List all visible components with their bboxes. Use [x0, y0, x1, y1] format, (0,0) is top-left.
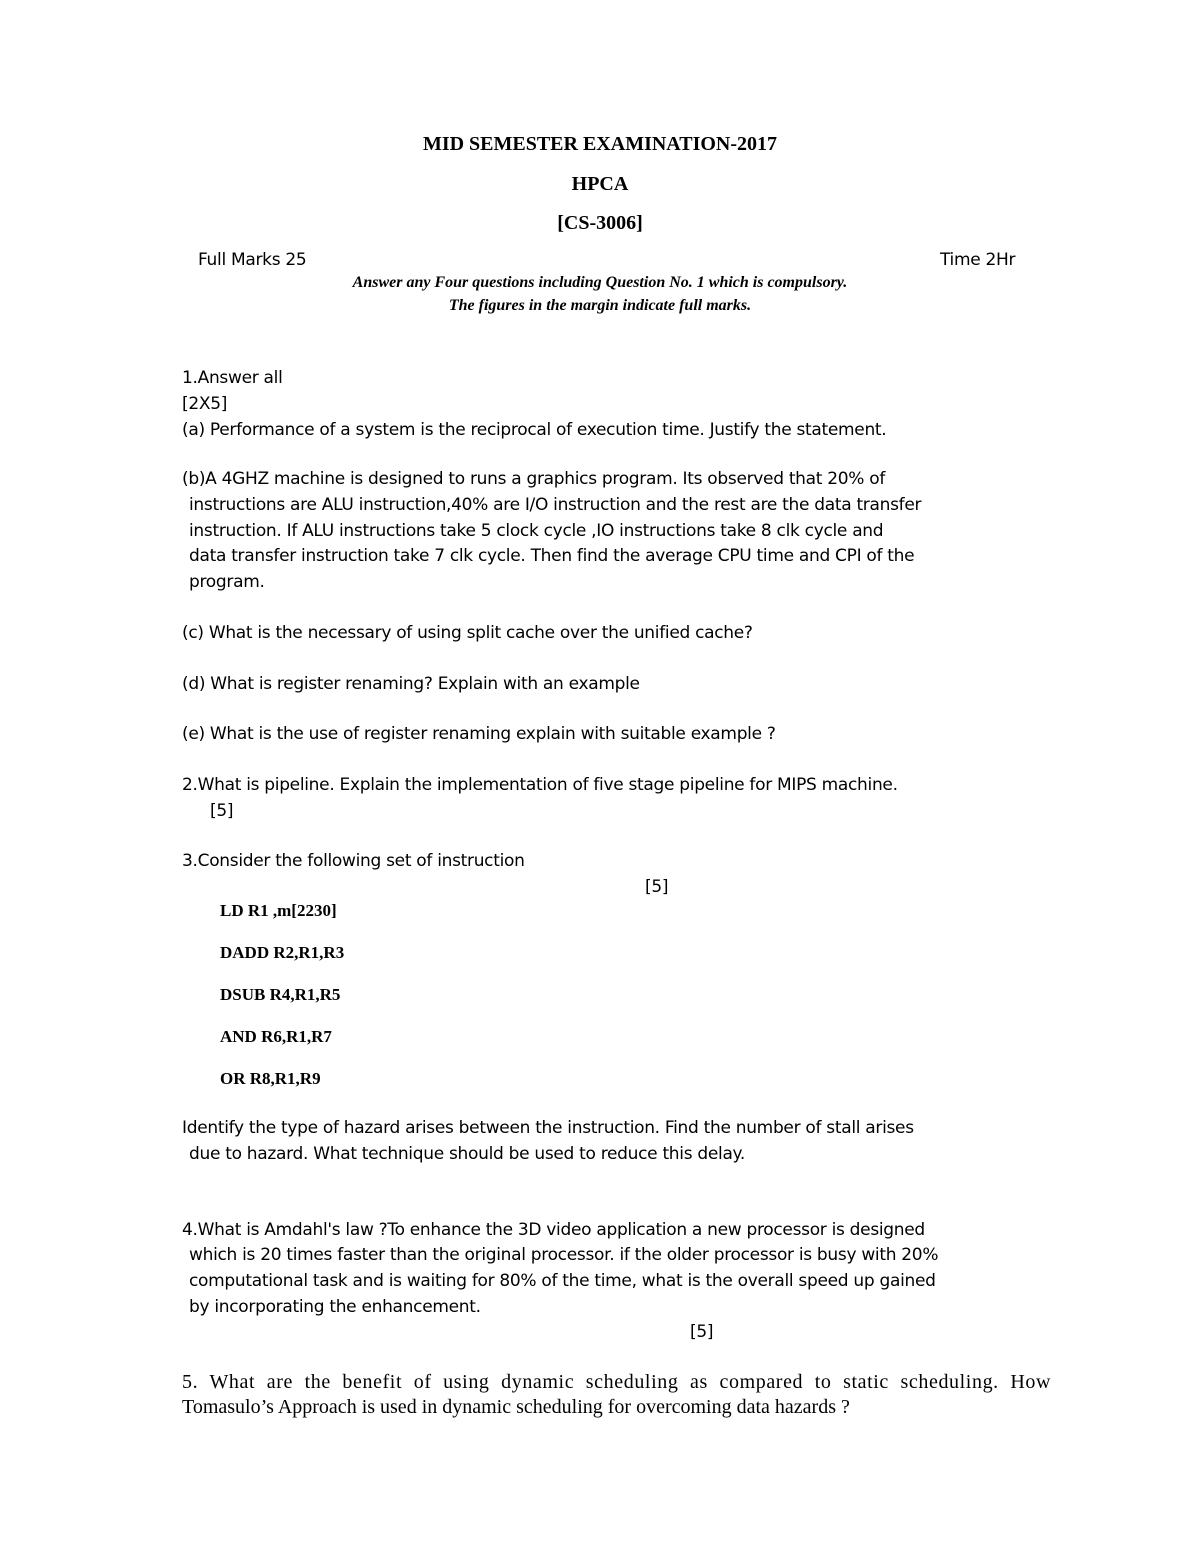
q4-line: by incorporating the enhancement. [189, 1297, 481, 1317]
course-code: [CS-3006] [557, 212, 643, 234]
q1-marks: [2X5] [182, 394, 228, 414]
instruction-line-1: Answer any Four questions including Question No. 1 which is compulsory. [352, 274, 848, 291]
subject-name: HPCA [571, 173, 629, 195]
exam-title: MID SEMESTER EXAMINATION-2017 [422, 133, 778, 155]
q4-line: 4.What is Amdahl's law ?To enhance the 3D video application a new processor is designed [182, 1220, 925, 1240]
q1-part-b-line: instruction. If ALU instructions take 5 clock cycle ,IO instructions take 8 clk cycle and [189, 521, 884, 541]
q1-part-d: (d) What is register renaming? Explain with an example [182, 674, 640, 694]
q1-part-b-line: program. [189, 572, 265, 592]
full-marks: Full Marks 25 [198, 250, 307, 270]
exam-time: Time 2Hr [940, 250, 1016, 270]
q1-part-e: (e) What is the use of register renaming explain with suitable example ? [182, 724, 776, 744]
q3-instruction: LD R1 ,m[2230] [220, 901, 337, 920]
q5-line: 5. What are the benefit of using dynamic scheduling as compared to static scheduling. How [182, 1371, 1052, 1393]
q2-marks: [5] [210, 801, 234, 821]
q3-instruction: AND R6,R1,R7 [220, 1027, 332, 1046]
q3-instruction: DADD R2,R1,R3 [220, 943, 345, 962]
q4-marks: [5] [690, 1322, 714, 1342]
q4-line: which is 20 times faster than the original processor. if the older processor is busy with 20% [189, 1245, 939, 1265]
q1-part-b-line: instructions are ALU instruction,40% are I/O instruction and the rest are the data transfer [189, 495, 922, 515]
q3-instruction: OR R8,R1,R9 [220, 1069, 321, 1088]
q1-part-a: (a) Performance of a system is the reciprocal of execution time. Justify the statement. [182, 420, 887, 440]
q1-heading: 1.Answer all [182, 368, 283, 388]
q3-instruction: DSUB R4,R1,R5 [220, 985, 341, 1004]
instruction-line-2: The figures in the margin indicate full marks. [448, 297, 752, 314]
q2-text: 2.What is pipeline. Explain the implementation of five stage pipeline for MIPS machine. [182, 775, 898, 795]
q3-marks: [5] [645, 877, 669, 897]
q4-line: computational task and is waiting for 80% of the time, what is the overall speed up gained [189, 1271, 936, 1291]
q3-followup-line: due to hazard. What technique should be used to reduce this delay. [189, 1144, 746, 1164]
q1-part-b-line: data transfer instruction take 7 clk cycle. Then find the average CPU time and CPI of the [189, 546, 915, 566]
q3-followup-line: Identify the type of hazard arises between the instruction. Find the number of stall arises [182, 1118, 914, 1138]
q5-line: Tomasulo’s Approach is used in dynamic scheduling for overcoming data hazards ? [182, 1396, 850, 1418]
q3-text: 3.Consider the following set of instruction [182, 851, 525, 871]
q1-part-c: (c) What is the necessary of using split cache over the unified cache? [182, 623, 753, 643]
q1-part-b-line: (b)A 4GHZ machine is designed to runs a graphics program. Its observed that 20% of [182, 469, 886, 489]
